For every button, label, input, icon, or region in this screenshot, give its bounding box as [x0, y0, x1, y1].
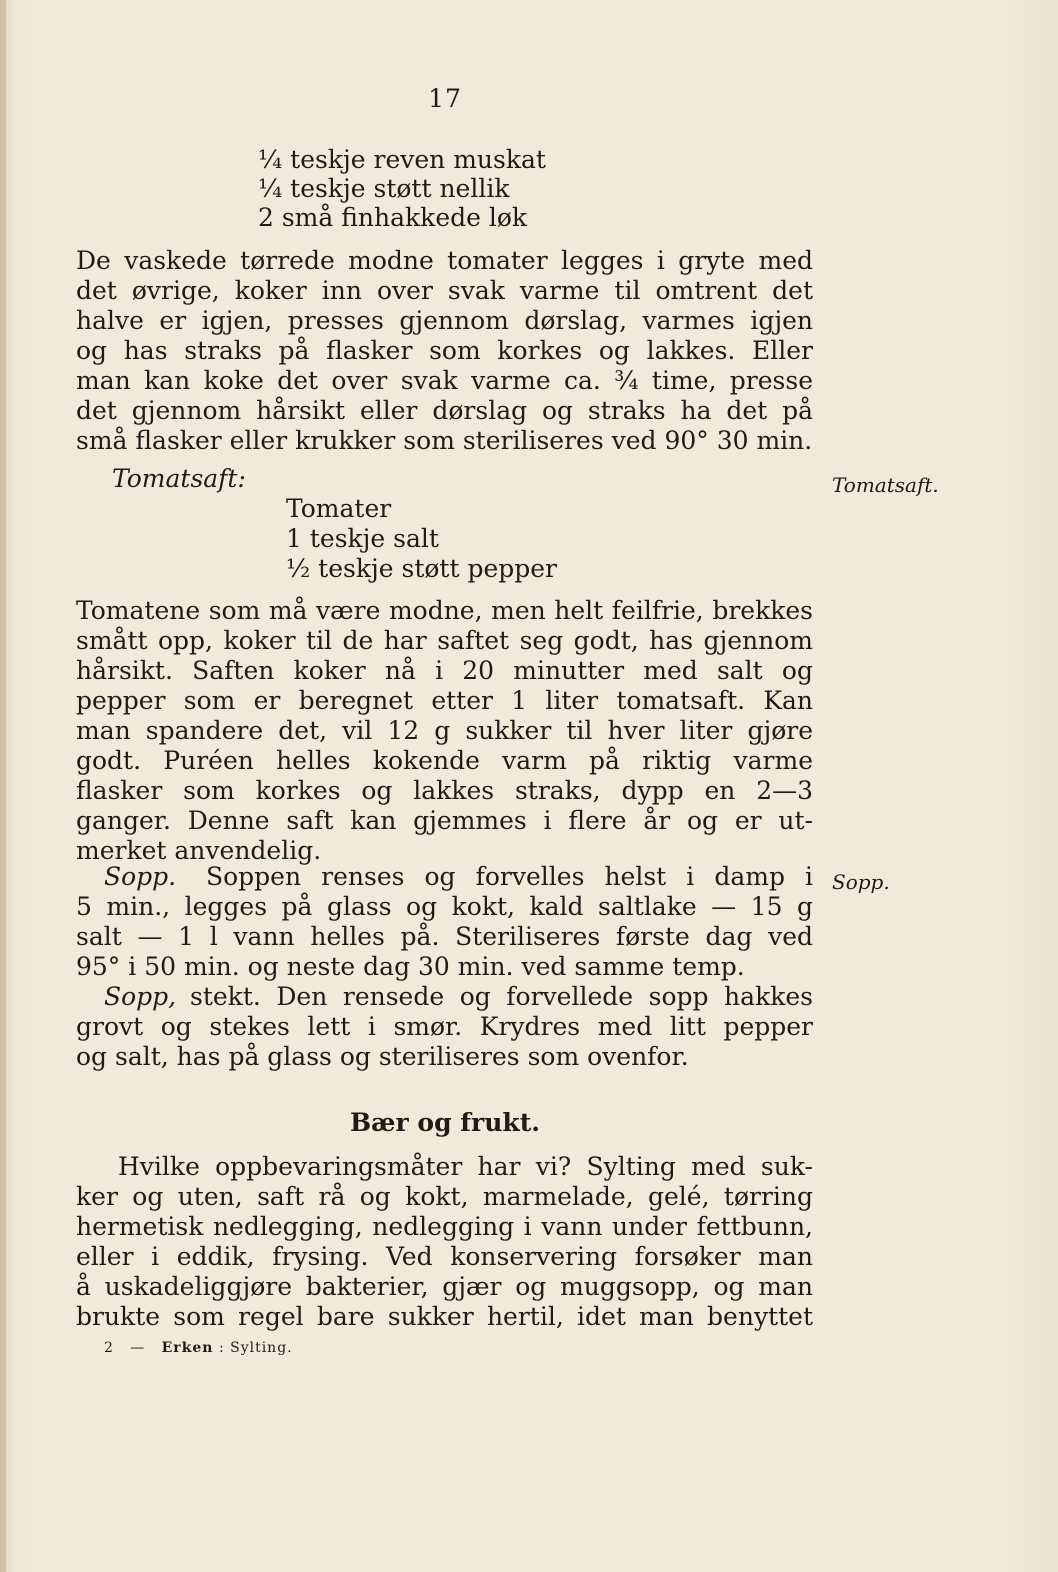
- body-line: Hvilke oppbevaringsmåter har vi? Sylting med suk-: [118, 1152, 813, 1181]
- body-line: eller i eddik, frysing. Ved konservering forsøker man: [76, 1242, 813, 1271]
- body-line: ganger. Denne saft kan gjemmes i flere år og er ut-: [76, 806, 813, 835]
- body-line: det gjennom hårsikt eller dørslag og straks ha det på: [76, 396, 813, 425]
- body-line: De vaskede tørrede modne tomater legges i gryte med: [76, 246, 813, 275]
- body-line: å uskadeliggjøre bakterier, gjær og muggsopp, og man: [76, 1272, 813, 1301]
- body-line: hårsikt. Saften koker nå i 20 minutter med salt og: [76, 656, 813, 685]
- body-line: stekt. Den rensede og forvellede sopp hakkes: [190, 982, 813, 1011]
- body-line: pepper som er beregnet etter 1 liter tomatsaft. Kan: [76, 686, 813, 715]
- recipe-heading-sopp: Sopp.: [104, 862, 177, 891]
- margin-note-sopp: Sopp.: [832, 870, 890, 894]
- signature-number: 2: [104, 1340, 114, 1356]
- signature-dash: —: [130, 1340, 146, 1356]
- body-line: 5 min., legges på glass og kokt, kald saltlake — 15 g: [76, 892, 813, 921]
- ingredient-line: ¼ teskje reven muskat: [258, 145, 546, 174]
- signature-author: Erken: [161, 1340, 214, 1356]
- body-line: godt. Puréen helles kokende varm på riktig varme: [76, 746, 813, 775]
- section-heading: Bær og frukt.: [350, 1108, 540, 1137]
- body-line: det øvrige, koker inn over svak varme til omtrent det: [76, 276, 813, 305]
- body-line: merket anvendelig.: [76, 836, 322, 865]
- body-line: 95° i 50 min. og neste dag 30 min. ved samme temp.: [76, 952, 745, 981]
- body-line: man spandere det, vil 12 g sukker til hver liter gjøre: [76, 716, 813, 745]
- body-line: og salt, has på glass og steriliseres som ovenfor.: [76, 1042, 689, 1071]
- ingredient-line: Tomater: [286, 494, 392, 523]
- recipe-heading-sopp-stekt: Sopp,: [104, 982, 177, 1011]
- body-line: salt — 1 l vann helles på. Steriliseres første dag ved: [76, 922, 813, 951]
- body-line: flasker som korkes og lakkes straks, dypp en 2—3: [76, 776, 813, 805]
- body-line: Soppen renses og forvelles helst i damp i: [206, 862, 813, 891]
- body-line: ker og uten, saft rå og kokt, marmelade, gelé, tørring: [76, 1182, 813, 1211]
- recipe-heading-tomatsaft: Tomatsaft:: [112, 464, 246, 493]
- ingredient-line: 1 teskje salt: [286, 524, 439, 553]
- body-line: hermetisk nedlegging, nedlegging i vann under fettbunn,: [76, 1212, 813, 1241]
- signature-line: [104, 1340, 293, 1356]
- body-line: brukte som regel bare sukker hertil, idet man benyttet: [76, 1302, 813, 1331]
- body-line: smått opp, koker til de har saftet seg godt, has gjennom: [76, 626, 813, 655]
- body-line: Tomatene som må være modne, men helt feilfrie, brekkes: [76, 596, 813, 625]
- body-line: halve er igjen, presses gjennom dørslag, varmes igjen: [76, 306, 813, 335]
- signature-title: : Sylting.: [218, 1340, 293, 1356]
- ingredient-line: 2 små finhakkede løk: [258, 203, 528, 232]
- page-number: 17: [428, 84, 462, 113]
- body-line: små flasker eller krukker som steriliseres ved 90° 30 min.: [76, 426, 813, 455]
- ingredient-line: ¼ teskje støtt nellik: [258, 174, 510, 203]
- ingredient-line: ½ teskje støtt pepper: [286, 554, 558, 583]
- margin-note-tomatsaft: Tomatsaft.: [832, 473, 939, 497]
- body-line: grovt og stekes lett i smør. Krydres med litt pepper: [76, 1012, 813, 1041]
- body-line: og has straks på flasker som korkes og lakkes. Eller: [76, 336, 813, 365]
- body-line: man kan koke det over svak varme ca. ¾ time, presse: [76, 366, 813, 395]
- page-spine-edge: [0, 0, 6, 1572]
